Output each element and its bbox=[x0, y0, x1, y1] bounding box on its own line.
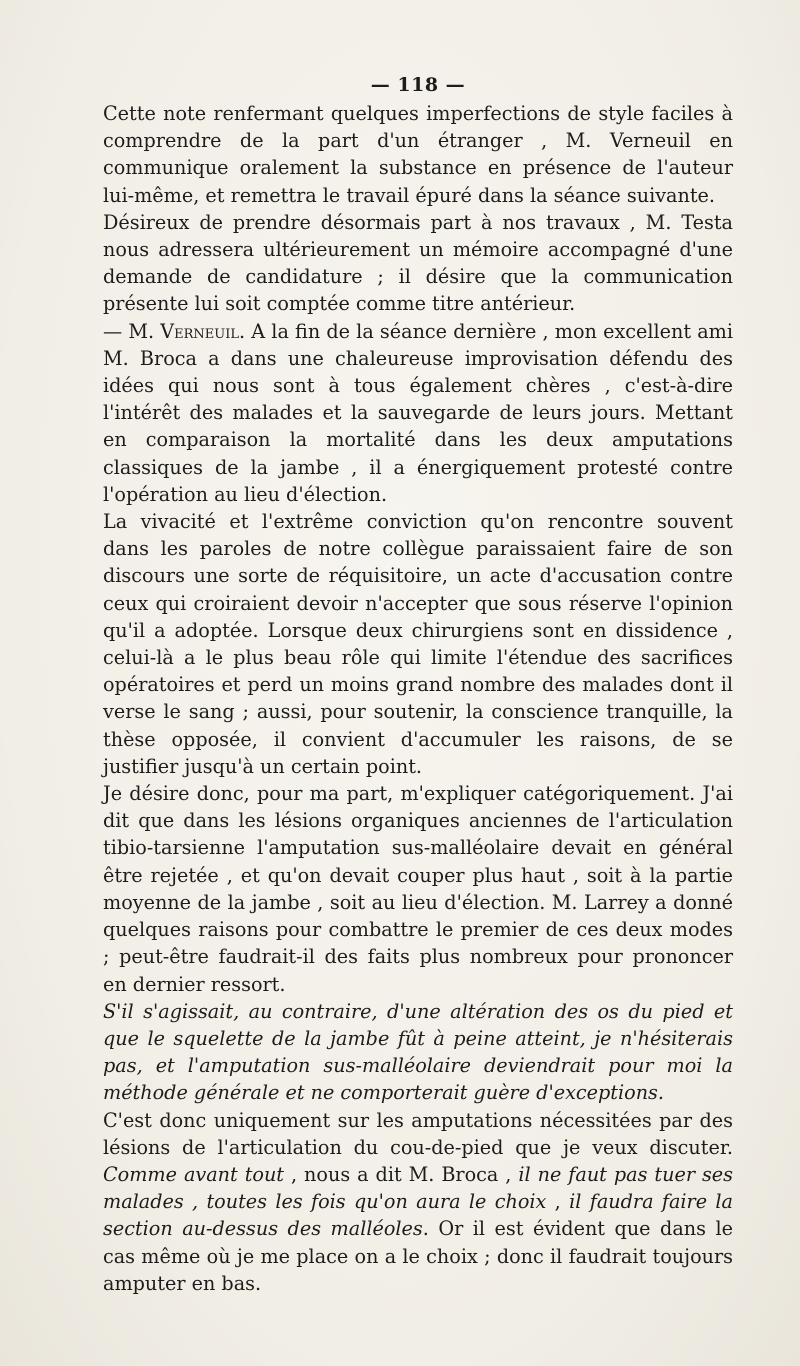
speaker-name: Verneuil bbox=[160, 319, 240, 343]
page-number: — 118 — bbox=[370, 74, 466, 96]
speech-body: . A la fin de la séance dernière , mon excellent ami M. Broca a dans une chaleureuse improvisation défendu des idées qui nous sont à tous également chères , c'est-à-dire l'intérêt des malades et la sauvegarde de leurs jours. Mettant en comparaison la mortalité dans les deux amputations classiques de la jambe , il a énergiquement protesté contre l'opération au lieu d'élection. bbox=[103, 319, 733, 506]
paragraph-note-verneuil: Cette note renfermant quelques imperfections de style faciles à comprendre de la part d'un étranger , M. Verneuil en communique oralement la substance en présence de l'auteur lui-même, et remettra le travail épuré dans la séance suivante. bbox=[103, 102, 733, 207]
paragraph-testa-candidature: Désireux de prendre désormais part à nos travaux , M. Testa nous adressera ultérieurement un mémoire accompagné d'une demande de candidature ; il désire que la communication présente lui soit comptée comme titre antérieur. bbox=[103, 210, 733, 316]
paragraph-vivacite: La vivacité et l'extrême conviction qu'on rencontre souvent dans les paroles de notre collègue paraissaient faire de son discours une sorte de réquisitoire, un acte d'accusation contre ceux qui croiraient devoir n'accepter que sous réserve l'opinion qu'il a adoptée. Lorsque deux chirurgiens sont en dissidence , celui-là a le plus beau rôle qui limite l'étendue des sacrifices opératoires et perd un moins grand nombre des malades dont il verse le sang ; aussi, pour soutenir, la conscience tranquille, la thèse opposée, il convient d'accumuler les raisons, de se justifier jusqu'à un certain point. bbox=[103, 510, 733, 778]
page-content bbox=[103, 70, 733, 1297]
paragraph-je-desire: Je désire donc, pour ma part, m'expliquer catégoriquement. J'ai dit que dans les lésions organiques anciennes de l'articulation tibio-tarsienne l'amputation sus-malléolaire devait en général être rejetée , et qu'on devait couper plus haut , soit à la partie moyenne de la jambe , soit au lieu d'élection. M. Larrey a donné quelques raisons pour combattre le premier de ces deux modes ; peut-être faudrait-il des faits plus nombreux pour prononcer en dernier ressort. bbox=[103, 782, 733, 996]
text-run: , nous a dit M. Broca , bbox=[284, 1162, 519, 1186]
text-run: , bbox=[546, 1190, 570, 1214]
speech-dash: — M. bbox=[103, 319, 161, 343]
paragraph-cest-donc bbox=[103, 1107, 733, 1297]
text-run: . Or il est évident que dans le cas même où je me place on a le choix ; donc il faudrait toujours amputer en bas. bbox=[103, 1217, 733, 1295]
italic-run: il ne faut pas tuer ses malades , toutes les fois qu'on aura le choix bbox=[103, 1162, 733, 1214]
italic-run: Comme avant tout bbox=[103, 1162, 285, 1186]
text-run: C'est donc uniquement sur les amputations nécessitées par des lésions de l'articulation du cou-de-pied que je veux discuter. bbox=[103, 1108, 733, 1159]
paragraph-italic-alteration: S'il s'agissait, au contraire, d'une altération des os du pied et que le squelette de la jambe fût à peine atteint, je n'hésiterais pas, et l'amputation sus-malléolaire deviendrait pour moi la méthode générale et ne comporterait guère d'exceptions. bbox=[103, 999, 733, 1105]
italic-run: il faudra faire la section au-dessus des malléoles bbox=[103, 1190, 733, 1241]
paragraph-verneuil-speech bbox=[103, 318, 733, 508]
